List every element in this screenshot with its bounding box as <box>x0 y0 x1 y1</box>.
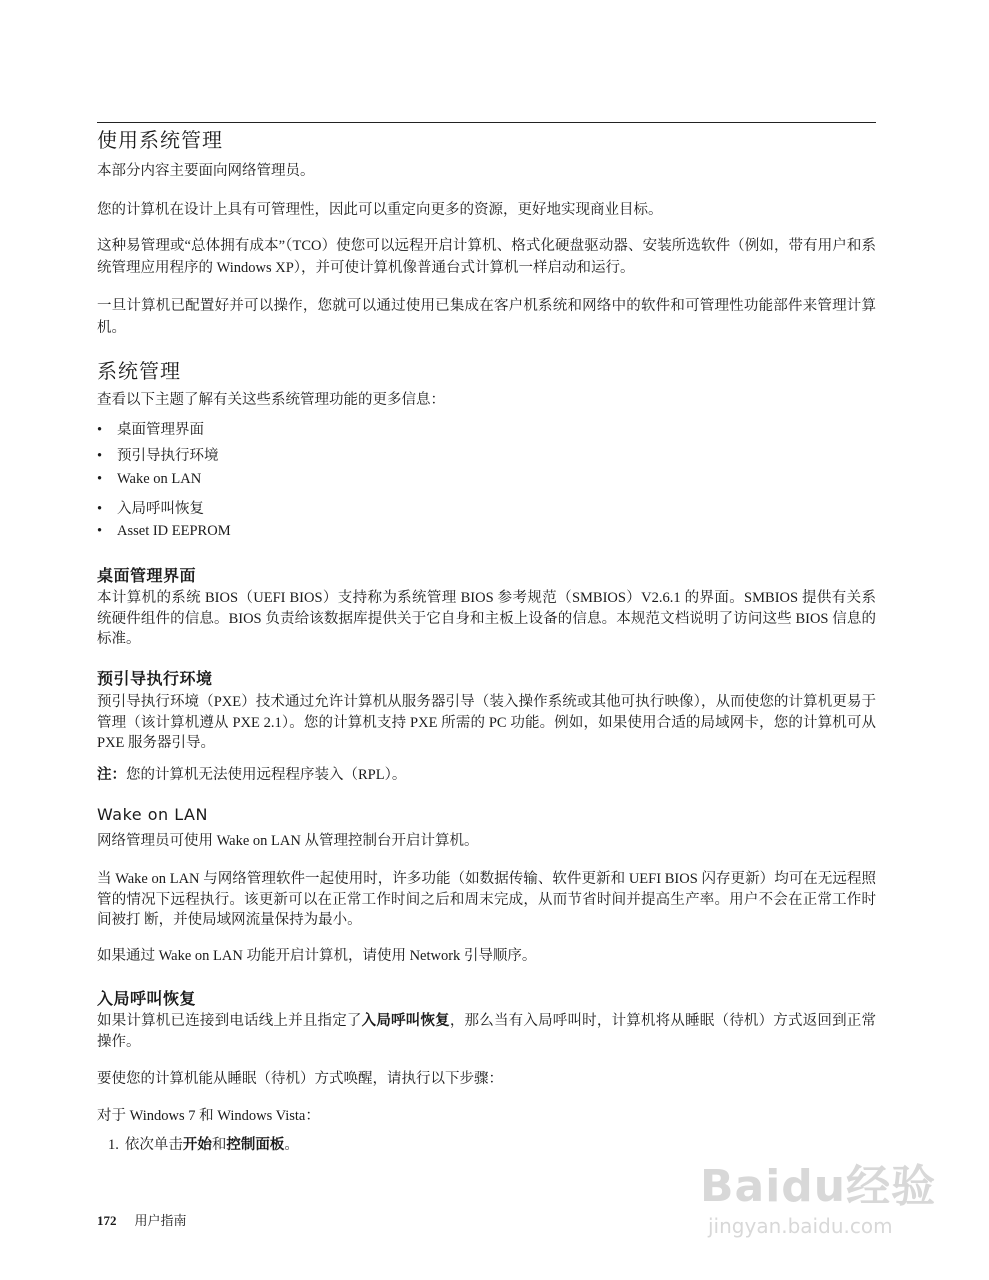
icr-p2: 要使您的计算机能从睡眠（待机）方式唤醒，请执行以下步骤： <box>97 1071 503 1087</box>
icr-p1: 如果计算机已连接到电话线上并且指定了入局呼叫恢复，那么当有入局呼叫时，计算机将从睡眠（待机）方式返回到正常操作。 <box>97 1013 877 1050</box>
step-1: 1. 依次单击开始和控制面板。 <box>108 1137 299 1153</box>
dmi-heading: 桌面管理界面 <box>97 566 197 585</box>
intro-p3: 这种易管理或“总体拥有成本”（TCO）使您可以远程开启计算机、格式化硬盘驱动器、安装所选软件（例如，带有用户和系统管理应用程序的 Windows XP），并可使计算机像普通台式计算机一样启动和运行。 <box>97 238 876 276</box>
watermark-logo: Baidu经验 <box>700 1161 937 1212</box>
baidu-watermark <box>700 1150 936 1238</box>
pxe-heading: 预引导执行环境 <box>97 669 213 688</box>
bullet-item: • 桌面管理界面 <box>97 422 204 438</box>
page-footer <box>97 1210 187 1229</box>
intro-p4: 一旦计算机已配置好并可以操作，您就可以通过使用已集成在客户机系统和网络中的软件和可管理性功能部件来管理计算机。 <box>97 298 876 336</box>
wol-p3: 如果通过 Wake on LAN 功能开启计算机，请使用 Network 引导顺序。 <box>97 948 537 964</box>
wol-p1: 网络管理员可使用 Wake on LAN 从管理控制台开启计算机。 <box>97 833 479 849</box>
pxe-note: 注：您的计算机无法使用远程程序装入（RPL）。 <box>97 767 407 783</box>
bullet-item: • Asset ID EEPROM <box>97 523 231 539</box>
intro-p1: 本部分内容主要面向网络管理员。 <box>97 163 315 179</box>
top-rule <box>97 122 876 123</box>
pxe-text: 预引导执行环境（PXE）技术通过允许计算机从服务器引导（装入操作系统或其他可执行映像），从而使您的计算机更易于管理（该计算机遵从 PXE 2.1）。您的计算机支持 PXE 所需的 PC 功能。例如，如果使用合适的局域网卡，您的计算机可从 PXE 服务器引导。 <box>97 694 876 751</box>
bullet-item: • Wake on LAN <box>97 471 202 487</box>
footer-title: 用户指南 <box>134 1213 187 1228</box>
page-title: 使用系统管理 <box>97 128 223 152</box>
watermark-url: jingyan.baidu.com <box>708 1214 893 1238</box>
wol-p2: 当 Wake on LAN 与网络管理软件一起使用时，许多功能（如数据传输、软件更新和 UEFI BIOS 闪存更新）均可在无远程照管的情况下远程执行。该更新可以在正常工作时间之后和周末完成，从而节省时间并提高生产率。用户不会在正常工作时间被打 断，并使局域网流量保持为最小。 <box>97 871 876 928</box>
intro-p2: 您的计算机在设计上具有可管理性，因此可以重定向更多的资源，更好地实现商业目标。 <box>97 202 663 218</box>
dmi-text: 本计算机的系统 BIOS（UEFI BIOS）支持称为系统管理 BIOS 参考规范（SMBIOS）V2.6.1 的界面。SMBIOS 提供有关系统硬件组件的信息。BIOS 负责给该数据库提供关于它自身和主板上设备的信息。本规范文档说明了访问这些 BIOS 信息的标准。 <box>97 590 876 647</box>
icr-heading: 入局呼叫恢复 <box>97 989 197 1008</box>
section-heading: 系统管理 <box>97 359 181 383</box>
bullet-item: • 预引导执行环境 <box>97 448 219 464</box>
wol-heading: Wake on LAN <box>97 805 208 824</box>
section-intro: 查看以下主题了解有关这些系统管理功能的更多信息： <box>97 392 445 408</box>
icr-p3: 对于 Windows 7 和 Windows Vista： <box>97 1108 320 1124</box>
bullet-item: • 入局呼叫恢复 <box>97 501 204 517</box>
page-number: 172 <box>97 1213 117 1228</box>
